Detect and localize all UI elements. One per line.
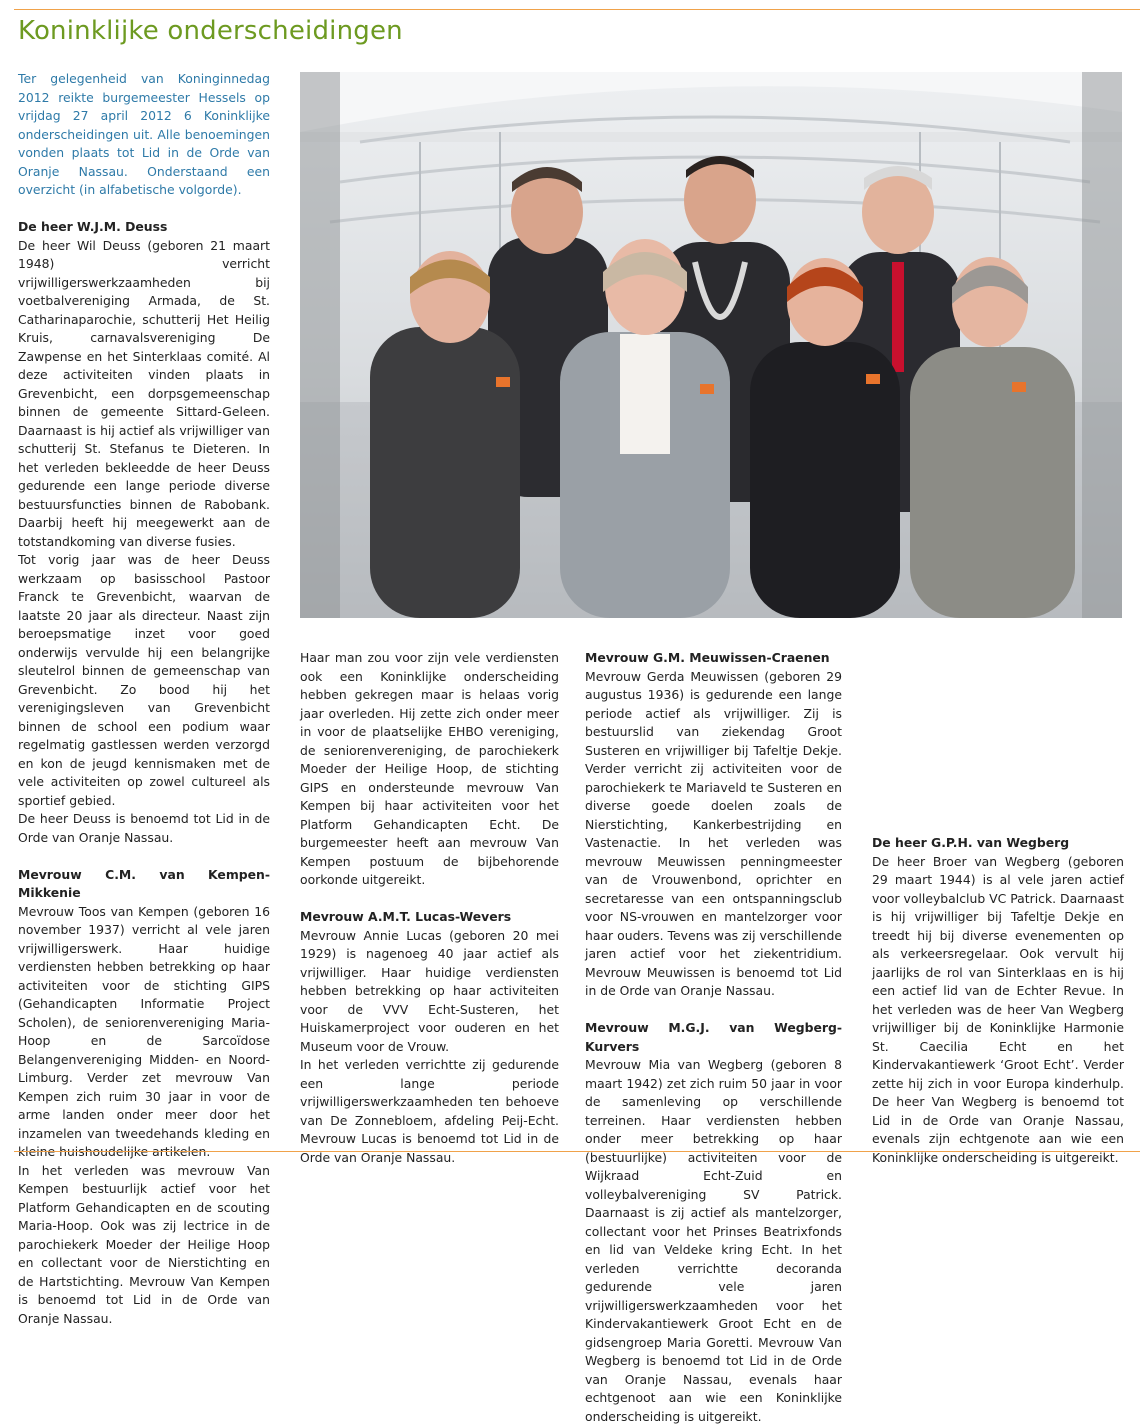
section-heading-broer: De heer G.P.H. van Wegberg	[872, 835, 1070, 850]
column-4	[872, 649, 1124, 1165]
paragraph: Mevrouw Mia van Wegberg (geboren 8 maart 1942) zet zich ruim 50 jaar in voor de samenleving op verschillende terreinen. Haar verdiensten hebben onder meer betrekking op haar (bestuurlijke) activiteiten voor de Wijkraad Echt-Zuid en volleybalvereniging SV Patrick. Daarnaast is zij actief als mantelzorger, collectant voor het Prinses Beatrixfonds en lid van Veldeke kring Echt. In het verleden verrichtte decoranda gedurende vele jaren vrijwilligerswerkzaamheden voor het Kindervakantiewerk Groot Echt en de gidsengroep Maria Goretti. Mevrouw Van Wegberg is benoemd tot Lid in de Orde van Oranje Nassau, evenals haar echtgenoot aan wie een Koninklijke onderscheiding is uitgereikt.	[585, 1057, 842, 1424]
column-3	[585, 649, 842, 1424]
article-intro: Ter gelegenheid van Koninginnedag 2012 reikte burgemeester Hessels op vrijdag 27 april 2012 6 Koninklijke onderscheidingen uit. Alle benoemingen vonden plaats tot Lid in de Orde van Oranje Nassau. Onderstaand een overzicht (in alfabetische volgorde).	[18, 71, 270, 197]
bottom-rule	[14, 1151, 1140, 1152]
column-2	[300, 649, 559, 1165]
top-rule	[14, 9, 1140, 10]
group-photo	[300, 72, 1122, 618]
section-heading-kempen: Mevrouw C.M. van Kempen-Mikkenie	[18, 866, 270, 900]
column-1	[18, 70, 270, 1326]
paragraph: De heer Wil Deuss (geboren 21 maart 1948) verricht vrijwilligerswerkzaamheden bij voetbalvereniging Armada, de St. Catharinaparochie, schutterij Het Heilig Kruis, carnavalsvereniging De Zawpense en het Sinterklaas comité. Al deze activiteiten vinden plaats in Grevenbicht, een dorpsgemeenschap binnen de gemeente Sittard-Geleen. Daarnaast is hij actief als vrijwilliger van schutterij St. Stefanus te Dieteren. In het verleden bekleedde de heer Deuss gedurende een lange periode diverse bestuursfuncties binnen de Rabobank. Daarbij heeft hij meegewerkt aan de totstandkoming van diverse fusies.	[18, 237, 270, 549]
article-title: Koninklijke onderscheidingen	[18, 16, 403, 46]
group-photo-illustration	[300, 72, 1122, 618]
paragraph: In het verleden was mevrouw Van Kempen bestuurlijk actief voor het Platform Gehandicapten en de scouting Maria-Hoop. Ook was zij lectrice in de parochiekerk Moeder der Heilige Hoop en collectant voor de Nierstichting en de Hartstichting. Mevrouw Van Kempen is benoemd tot Lid in de Orde van Oranje Nassau.	[18, 1162, 270, 1326]
section-heading-meuwissen: Mevrouw G.M. Meuwissen-Craenen	[585, 650, 830, 665]
section-heading-deuss: De heer W.J.M. Deuss	[18, 219, 168, 234]
paragraph: Mevrouw Annie Lucas (geboren 20 mei 1929) is nagenoeg 40 jaar actief als vrijwilliger. Haar huidige verdiensten hebben betrekking op haar activiteiten voor de VVV Echt-Susteren, het Huiskamerproject voor ouderen en het Museum voor de Vrouw.	[300, 927, 559, 1054]
paragraph: In het verleden verrichtte zij gedurende een lange periode vrijwilligerswerkzaamheden ten behoeve van De Zonnebloem, afdeling Peij-Echt. Mevrouw Lucas is benoemd tot Lid in de Orde van Oranje Nassau.	[300, 1057, 559, 1165]
paragraph: De heer Deuss is benoemd tot Lid in de Orde van Oranje Nassau.	[18, 811, 270, 845]
paragraph: De heer Broer van Wegberg (geboren 29 maart 1944) is al vele jaren actief voor volleybalclub VC Patrick. Daarnaast is hij vrijwilliger bij Tafeltje Dekje en treedt hij bij diverse evenementen op als verkeersregelaar. Ook vervult hij jaarlijks de rol van Sinterklaas en is hij een actief lid van de Echter Revue. In het verleden was de heer Van Wegberg vrijwilliger bij de Koninklijke Harmonie St. Caecilia Echt en het Kindervakantiewerk ‘Groot Echt’. Verder zette hij zich in voor Europa kinderhulp. De heer Van Wegberg is benoemd tot Lid in de Orde van Oranje Nassau, evenals zijn echtgenote aan wie een Koninklijke onderscheiding is uitgereikt.	[872, 853, 1124, 1165]
section-heading-mia: Mevrouw M.G.J. van Wegberg-Kurvers	[585, 1020, 842, 1054]
paragraph: Tot vorig jaar was de heer Deuss werkzaam op basisschool Pastoor Franck te Grevenbicht, waarvan de laatste 20 jaar als directeur. Naast zijn beroepsmatige inzet voor goed onderwijs vervulde hij een belangrijke sleutelrol binnen de gemeenschap van Grevenbicht. Zo bood hij het verenigingsleven van Grevenbicht binnen de school een podium waar regelmatig gastlessen werden verzorgd en kon de jeugd kennismaken met de vele activiteiten op zowel cultureel als sportief gebied.	[18, 552, 270, 808]
section-heading-lucas: Mevrouw A.M.T. Lucas-Wevers	[300, 909, 512, 924]
paragraph: Mevrouw Gerda Meuwissen (geboren 29 augustus 1936) is gedurende een lange periode actief als vrijwilliger. Zij is bestuurslid van ziekendag Groot Susteren en vrijwilliger bij Tafeltje Dekje. Verder verricht zij activiteiten voor de parochiekerk te Mariaveld te Susteren en diverse goede doelen zoals de Nierstichting, Kankerbestrijding en Vastenactie. In het verleden was mevrouw Meuwissen penningmeester van de Vrouwenbond, oprichter en secretaresse van een ontspanningsclub voor NS-vrouwen en mantelzorger voor haar ouders. Tevens was zij verschillende jaren actief voor het ziekentridium. Mevrouw Meuwissen is benoemd tot Lid in de Orde van Oranje Nassau.	[585, 668, 842, 998]
paragraph: Haar man zou voor zijn vele verdiensten ook een Koninklijke onderscheiding hebben gekregen maar is helaas vorig jaar overleden. Hij zette zich onder meer in voor de plaatselijke EHBO vereniging, de seniorenvereniging, de parochiekerk Moeder der Heilige Hoop, de stichting GIPS en ondersteunde mevrouw Van Kempen bij haar activiteiten voor het Platform Gehandicapten Echt. De burgemeester heeft aan mevrouw Van Kempen postuum de bijbehorende oorkonde uitgereikt.	[300, 650, 559, 887]
paragraph: Mevrouw Toos van Kempen (geboren 16 november 1937) verricht al vele jaren vrijwilligerswerk. Haar huidige verdiensten hebben betrekking op haar activiteiten voor de stichting GIPS (Gehandicapten Informatie Project Scholen), de seniorenvereniging Maria-Hoop en de Sarcoïdose Belangenvereniging Midden- en Noord-Limburg. Verder zet mevrouw Van Kempen zich ruim 30 jaar in voor de arme landen onder meer door het inzamelen van tweedehands kleding en kleine huishoudelijke artikelen.	[18, 903, 270, 1159]
